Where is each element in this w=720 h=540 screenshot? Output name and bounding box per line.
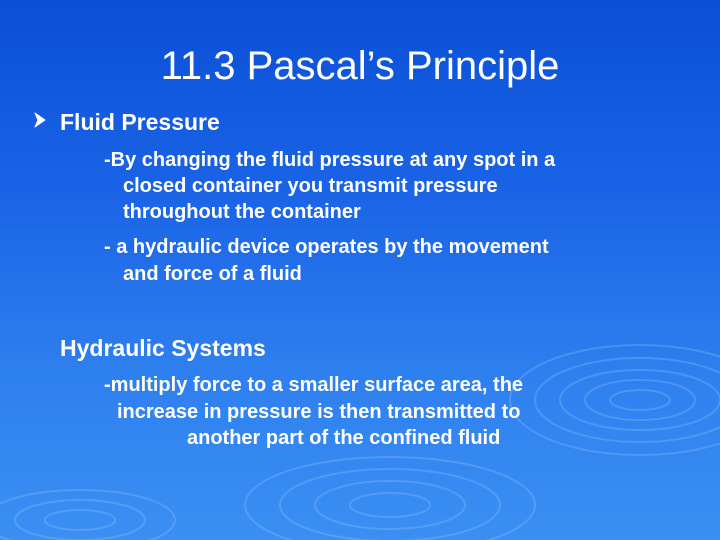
slide-title: 11.3 Pascal’s Principle	[160, 44, 560, 88]
body-line: - a hydraulic device operates by the movement	[104, 236, 549, 258]
body-line: throughout the container	[123, 201, 361, 223]
body-line: and force of a fluid	[123, 263, 302, 285]
body-line: increase in pressure is then transmitted to	[117, 401, 521, 423]
body-line: -By changing the fluid pressure at any spot in a	[104, 149, 556, 171]
body-line: closed container you transmit pressure	[123, 175, 498, 197]
section-heading-fluid-pressure: Fluid Pressure	[60, 109, 220, 135]
arrow-bullet-icon	[33, 112, 47, 128]
section-heading-hydraulic-systems: Hydraulic Systems	[60, 335, 266, 361]
body-line: -multiply force to a smaller surface area, the	[104, 374, 524, 396]
body-line: another part of the confined fluid	[187, 427, 501, 449]
